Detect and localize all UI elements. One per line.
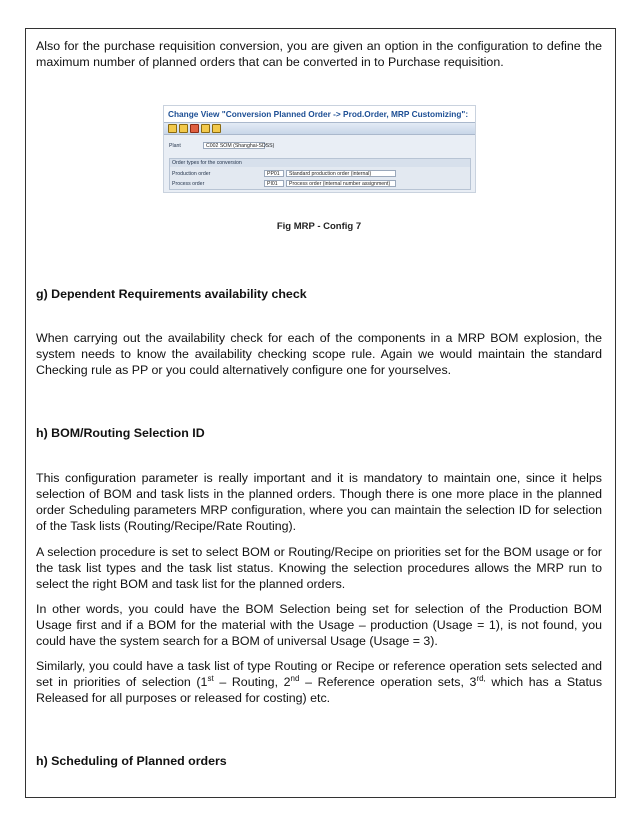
figure-caption: Fig MRP - Config 7 (276, 221, 362, 232)
section-h1-paragraph-3: In other words, you could have the BOM Selection being set for selection of the Production BOM Usage first and if a BOM for the material with the Usage – production (Usage = 1), is not found, you could have the system search for a BOM of universal Usage (Usage = 3). (36, 602, 602, 648)
plant-label: Plant (169, 142, 181, 149)
row-desc: Process order (internal number assignment) (286, 180, 396, 187)
intro-paragraph: Also for the purchase requisition conversion, you are given an option in the configuration to define the maximum number of planned orders that can be converted in to Purchase requisition. (36, 39, 602, 69)
p4-part-d: which has a Status Released for all purposes or released for costing) etc. (36, 675, 603, 705)
undo-icon (212, 124, 221, 133)
delete-icon (201, 124, 210, 133)
section-g-heading: g) Dependent Requirements availability check (36, 287, 307, 301)
sap-screenshot-figure (163, 105, 476, 193)
row-label: Production order (172, 170, 211, 177)
section-h1-paragraph-2: A selection procedure is set to select BOM or Routing/Recipe on priorities set for the BOM usage or for the task list types and the task list status. Knowing the selection procedures allows the MRP run to select the right BOM and task list for the planned orders. (36, 545, 602, 591)
section-g-paragraph: When carrying out the availability check for each of the components in a MRP BOM explosion, the system needs to know the availability checking scope rule. Again we would maintain the standard Checking rule as PP or you could alternatively configure one for yourselves. (36, 331, 602, 377)
plant-field: C002 SOM (Shanghai-SDSS) (203, 142, 265, 149)
p4-sup-1: st (207, 673, 214, 683)
production-order-row (172, 170, 396, 177)
p4-sup-3: rd, (476, 673, 486, 683)
edit-icon (168, 124, 177, 133)
group-title: Order types for the conversion (172, 160, 242, 166)
sap-window-title: Change View "Conversion Planned Order -> Prod.Order, MRP Customizing": (164, 106, 475, 122)
plant-row (169, 142, 275, 149)
p4-part-a: Similarly, you could have a task list of type Routing or Recipe or reference operation sets selected and set in priorities of selection (1 (36, 659, 602, 689)
row-desc: Standard production order (internal) (286, 170, 396, 177)
row-code: PP01 (264, 170, 284, 177)
section-h1-paragraph-4 (36, 658, 602, 706)
copy-icon (190, 124, 199, 133)
p4-sup-2: nd (290, 673, 300, 683)
new-entries-icon (179, 124, 188, 133)
p4-part-b: – Routing, 2 (213, 675, 291, 689)
row-label: Process order (172, 180, 205, 187)
p4-part-c: – Reference operation sets, 3 (299, 675, 477, 689)
row-code: PI01 (264, 180, 284, 187)
section-h2-heading: h) Scheduling of Planned orders (36, 754, 227, 768)
process-order-row (172, 180, 396, 187)
section-h1-heading: h) BOM/Routing Selection ID (36, 426, 205, 440)
section-h1-paragraph-1: This configuration parameter is really important and it is mandatory to maintain one, since it helps selection of BOM and task lists in the planned orders. Though there is one more place in the planned order Scheduling parameters MRP configuration, where you can maintain the selection ID for selection of the Task lists (Routing/Recipe/Rate Routing). (36, 471, 602, 533)
sap-toolbar (164, 122, 475, 135)
order-types-group (169, 158, 471, 190)
